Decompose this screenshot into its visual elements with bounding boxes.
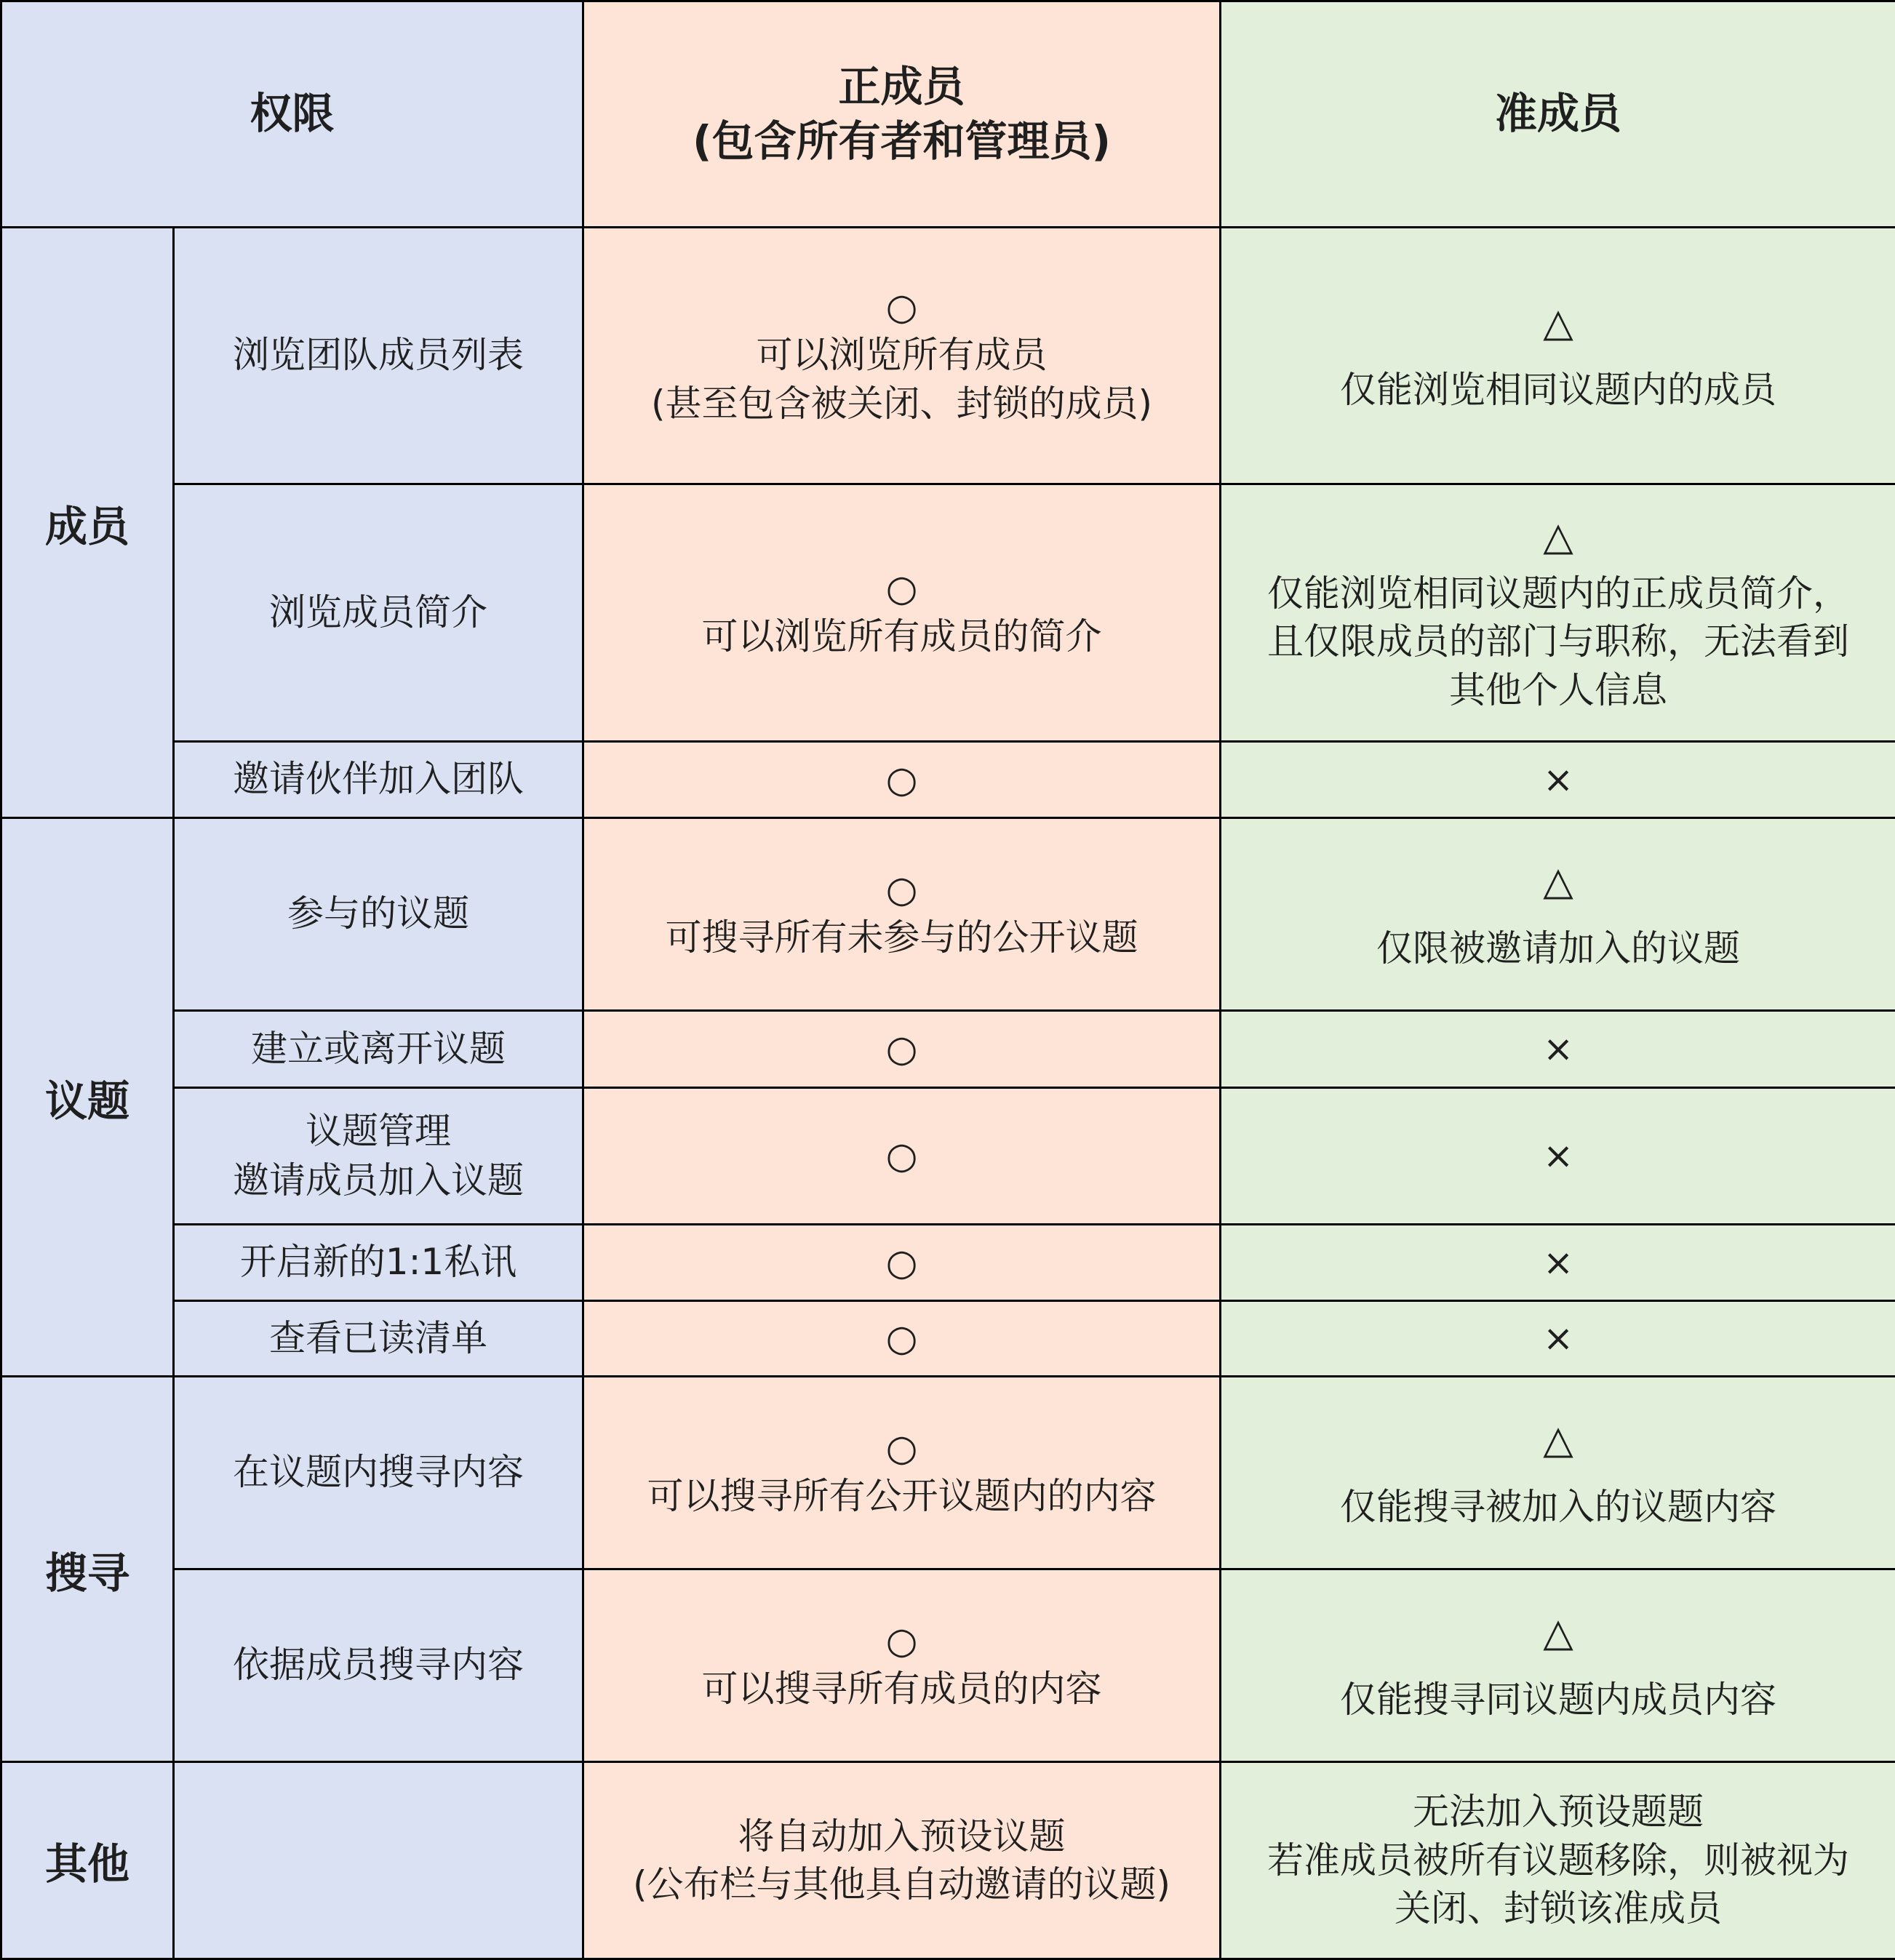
circle-icon: ○ [594, 1617, 1209, 1665]
perm-view-member-list-label: 浏览团队成员列表 [233, 334, 524, 376]
guest-search-by-member [1221, 1569, 1895, 1762]
circle-icon: ○ [594, 565, 1209, 612]
guest-search-in-topic [1221, 1377, 1895, 1569]
perm-start-dm [174, 1225, 583, 1301]
row-invite-partner [1, 742, 1895, 818]
header-permission [1, 1, 583, 228]
full-topic-management [583, 1088, 1221, 1225]
circle-icon: ○ [594, 756, 1209, 804]
full-search-by-member-text: 可以搜寻所有成员的内容 [594, 1665, 1209, 1713]
perm-invite-partner [174, 742, 583, 818]
guest-search-by-member-text: 仅能搜寻同议题内成员内容 [1232, 1676, 1885, 1724]
guest-joined-topics [1221, 818, 1895, 1011]
row-view-profile [1, 484, 1895, 742]
cross-icon: × [1232, 1315, 1885, 1362]
category-members-label: 成员 [45, 502, 129, 551]
circle-icon: ○ [594, 1025, 1209, 1073]
triangle-icon: △ [1232, 1415, 1885, 1465]
guest-other-text1: 无法加入预设题题 [1232, 1788, 1885, 1836]
header-full-member-title: 正成员 [594, 60, 1209, 114]
guest-topic-management [1221, 1088, 1895, 1225]
perm-topic-management-label2: 邀请成员加入议题 [185, 1156, 572, 1206]
full-joined-topics [583, 818, 1221, 1011]
circle-icon: ○ [594, 284, 1209, 331]
row-create-leave-topic [1, 1011, 1895, 1088]
perm-invite-partner-label: 邀请伙伴加入团队 [233, 758, 524, 800]
guest-view-profile [1221, 484, 1895, 742]
category-topics [1, 818, 174, 1377]
full-invite-partner [583, 742, 1221, 818]
full-view-member-list-text1: 可以浏览所有成员 [594, 331, 1209, 380]
perm-start-dm-label: 开启新的1:1私讯 [240, 1241, 516, 1283]
perm-view-profile-label: 浏览成员简介 [269, 591, 487, 633]
perm-search-in-topic-label: 在议题内搜寻内容 [233, 1451, 524, 1493]
header-full-member [583, 1, 1221, 228]
guest-view-profile-text2: 且仅限成员的部门与职称，无法看到 [1232, 617, 1885, 666]
full-view-profile [583, 484, 1221, 742]
guest-view-member-list [1221, 228, 1895, 484]
cross-icon: × [1232, 1132, 1885, 1180]
triangle-icon: △ [1232, 856, 1885, 907]
guest-view-profile-text1: 仅能浏览相同议题内的正成员简介， [1232, 569, 1885, 618]
circle-icon: ○ [594, 1425, 1209, 1472]
guest-other [1221, 1762, 1895, 1959]
row-start-dm [1, 1225, 1895, 1301]
full-view-member-list [583, 228, 1221, 484]
header-permission-label: 权限 [250, 89, 335, 138]
perm-search-by-member [174, 1569, 583, 1762]
perm-topic-management [174, 1088, 583, 1225]
guest-search-in-topic-text: 仅能搜寻被加入的议题内容 [1232, 1483, 1885, 1532]
perm-search-in-topic [174, 1377, 583, 1569]
perm-read-list [174, 1301, 583, 1377]
full-joined-topics-text: 可搜寻所有未参与的公开议题 [594, 913, 1209, 962]
perm-other-empty [174, 1762, 583, 1959]
row-view-member-list [1, 228, 1895, 484]
cross-icon: × [1232, 1025, 1885, 1073]
row-search-in-topic [1, 1377, 1895, 1569]
category-search [1, 1377, 174, 1762]
row-search-by-member [1, 1569, 1895, 1762]
full-other-text2: (公布栏与其他具自动邀请的议题) [594, 1860, 1209, 1909]
guest-create-leave-topic [1221, 1011, 1895, 1088]
full-search-in-topic-text: 可以搜寻所有公开议题内的内容 [594, 1472, 1209, 1521]
circle-icon: ○ [594, 866, 1209, 913]
category-topics-label: 议题 [45, 1076, 129, 1126]
category-other [1, 1762, 174, 1959]
row-read-list [1, 1301, 1895, 1377]
full-other [583, 1762, 1221, 1959]
full-create-leave-topic [583, 1011, 1221, 1088]
row-joined-topics [1, 818, 1895, 1011]
full-search-by-member [583, 1569, 1221, 1762]
perm-create-leave-topic-label: 建立或离开议题 [251, 1028, 506, 1070]
header-associate-member [1221, 1, 1895, 228]
header-associate-member-title: 准成员 [1495, 89, 1621, 138]
circle-icon: ○ [594, 1132, 1209, 1180]
guest-view-member-list-text: 仅能浏览相同议题内的成员 [1232, 366, 1885, 415]
triangle-icon: △ [1232, 1607, 1885, 1658]
category-search-label: 搜寻 [45, 1548, 129, 1598]
category-members [1, 228, 174, 818]
triangle-icon: △ [1232, 511, 1885, 562]
guest-other-text2: 若准成员被所有议题移除，则被视为 [1232, 1836, 1885, 1885]
full-view-profile-text: 可以浏览所有成员的简介 [594, 612, 1209, 661]
full-view-member-list-text2: (甚至包含被关闭、封锁的成员) [594, 380, 1209, 428]
perm-create-leave-topic [174, 1011, 583, 1088]
header-row [1, 1, 1895, 228]
perm-topic-management-label1: 议题管理 [185, 1107, 572, 1156]
row-other [1, 1762, 1895, 1959]
guest-start-dm [1221, 1225, 1895, 1301]
full-start-dm [583, 1225, 1221, 1301]
perm-joined-topics [174, 818, 583, 1011]
cross-icon: × [1232, 1239, 1885, 1287]
circle-icon: ○ [594, 1239, 1209, 1287]
perm-view-profile [174, 484, 583, 742]
circle-icon: ○ [594, 1315, 1209, 1362]
guest-invite-partner [1221, 742, 1895, 818]
full-read-list [583, 1301, 1221, 1377]
cross-icon: × [1232, 756, 1885, 804]
row-topic-management [1, 1088, 1895, 1225]
guest-read-list [1221, 1301, 1895, 1377]
triangle-icon: △ [1232, 297, 1885, 348]
perm-read-list-label: 查看已读清单 [269, 1317, 487, 1359]
full-search-in-topic [583, 1377, 1221, 1569]
guest-joined-topics-text: 仅限被邀请加入的议题 [1232, 924, 1885, 973]
guest-view-profile-text3: 其他个人信息 [1232, 666, 1885, 715]
full-other-text1: 将自动加入预设议题 [594, 1812, 1209, 1861]
perm-search-by-member-label: 依据成员搜寻内容 [233, 1644, 524, 1686]
guest-other-text3: 关闭、封锁该准成员 [1232, 1884, 1885, 1933]
perm-view-member-list [174, 228, 583, 484]
header-full-member-note: (包含所有者和管理员) [594, 114, 1209, 169]
category-other-label: 其他 [45, 1839, 129, 1889]
perm-joined-topics-label: 参与的议题 [287, 892, 469, 935]
